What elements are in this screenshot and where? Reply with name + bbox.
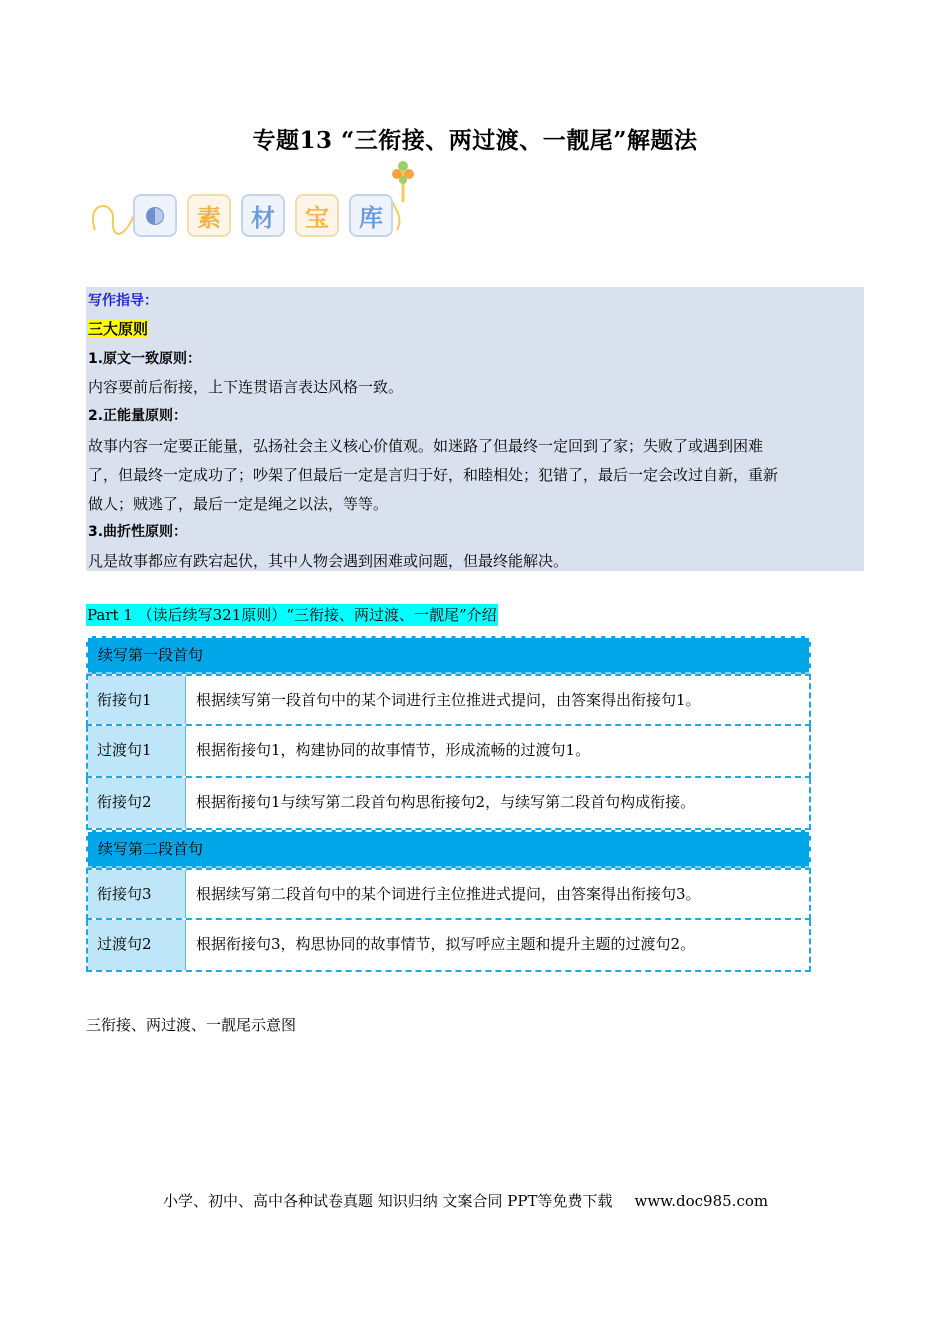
guide-heading: 写作指导：	[88, 293, 158, 309]
page-title: 专题13 “三衔接、两过渡、一靓尾”解题法	[252, 127, 698, 154]
banner-tile-4: 库	[349, 194, 393, 237]
structure-table	[86, 636, 811, 972]
row-text: 根据续写第二段首句中的某个词进行主位推进式提问，由答案得出衔接句3。	[196, 885, 701, 903]
section-header: 续写第二段首句	[86, 830, 811, 868]
table-row	[86, 778, 811, 830]
principle-3-text: 凡是故事都应有跌宕起伏，其中人物会遇到困难或问题，但最终能解决。	[88, 552, 569, 570]
row-text: 根据衔接句1与续写第二段首句构思衔接句2，与续写第二段首句构成衔接。	[196, 793, 696, 811]
table-row	[86, 868, 811, 920]
row-label: 过渡句1	[88, 726, 186, 776]
table-row	[86, 726, 811, 778]
row-text: 根据衔接句1，构建协同的故事情节，形成流畅的过渡句1。	[196, 741, 591, 759]
footer-url[interactable]: www.doc985.com	[634, 1192, 769, 1210]
page-footer	[163, 1190, 768, 1211]
principle-1-text: 内容要前后衔接，上下连贯语言表达风格一致。	[88, 378, 404, 396]
row-label: 过渡句2	[88, 920, 186, 970]
principles-title-line	[88, 315, 148, 344]
row-label: 衔接句1	[88, 676, 186, 724]
principle-2-title: 2.正能量原则：	[88, 408, 188, 424]
row-label: 衔接句3	[88, 870, 186, 918]
principle-1-title: 1.原文一致原则：	[88, 351, 202, 367]
principle-3-title: 3.曲折性原则：	[88, 524, 188, 540]
table-row	[86, 920, 811, 972]
row-text: 根据续写第一段首句中的某个词进行主位推进式提问，由答案得出衔接句1。	[196, 691, 701, 709]
table-row	[86, 674, 811, 726]
diagram-caption: 三衔接、两过渡、一靓尾示意图	[86, 1016, 297, 1034]
globe-icon	[146, 207, 164, 225]
part1-heading: Part 1 （读后续写321原则）“三衔接、两过渡、一靓尾”介绍	[87, 606, 497, 624]
section-header: 续写第一段首句	[86, 636, 811, 674]
principle-2-line: 做人；贼逃了，最后一定是绳之以法，等等。	[88, 495, 389, 513]
material-library-banner	[85, 160, 425, 250]
banner-tile-1: 素	[187, 194, 231, 237]
banner-tile-2: 材	[241, 194, 285, 237]
principles-title: 三大原则	[88, 320, 149, 338]
principle-2-line: 了，但最终一定成功了；吵架了但最后一定是言归于好，和睦相处；犯错了，最后一定会改过自新，重新	[88, 466, 779, 484]
globe-icon-tile	[133, 194, 177, 237]
row-label: 衔接句2	[88, 778, 186, 828]
banner-tile-3: 宝	[295, 194, 339, 237]
writing-guide-box	[86, 287, 864, 571]
footer-text: 小学、初中、高中各种试卷真题 知识归纳 文案合同 PPT等免费下载	[163, 1192, 613, 1210]
principle-2-line: 故事内容一定要正能量，弘扬社会主义核心价值观。如迷路了但最终一定回到了家；失败了或遇到困难	[88, 437, 764, 455]
row-text: 根据衔接句3，构思协同的故事情节，拟写呼应主题和提升主题的过渡句2。	[196, 935, 696, 953]
